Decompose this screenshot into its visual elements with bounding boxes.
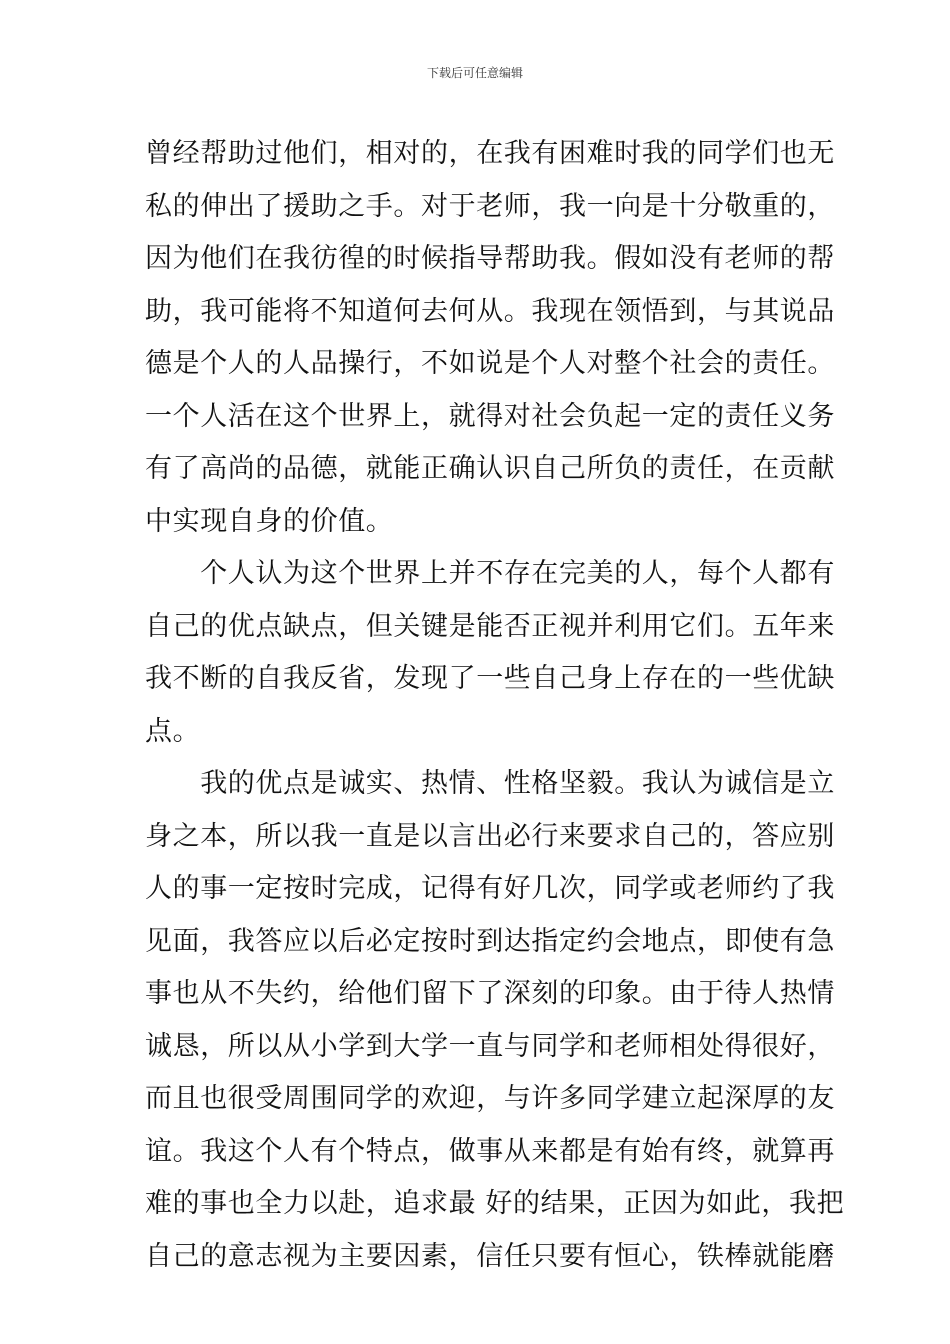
text-line: 点。 [145, 715, 201, 747]
text-line: 我的优点是诚实、热情、性格坚毅。我认为诚信是立 [145, 768, 835, 799]
text-line: 谊。我这个人有个特点，做事从来都是有始有终，就算再 [145, 1135, 835, 1167]
text-line: 德是个人的人品操行，不如说是个人对整个社会的责任。 [145, 348, 835, 379]
text-line: 难的事也全力以赴，追求最 好的结果，正因为如此，我把 [145, 1188, 845, 1219]
text-line: 因为他们在我彷徨的时候指导帮助我。假如没有老师的帮 [145, 243, 835, 274]
text-line: 诚恳，所以从小学到大学一直与同学和老师相处得很好， [145, 1030, 835, 1062]
page-header: 下载后可任意编辑 [426, 66, 523, 80]
text-line: 私的伸出了援助之手。对于老师，我一向是十分敬重的， [145, 190, 835, 222]
document-body [145, 128, 845, 1283]
text-line: 中实现自身的价值。 [145, 505, 394, 537]
text-line: 曾经帮助过他们，相对的，在我有困难时我的同学们也无 [145, 138, 835, 169]
text-line: 见面，我答应以后必定按时到达指定约会地点，即使有急 [145, 925, 835, 957]
text-line: 我不断的自我反省，发现了一些自己身上存在的一些优缺 [145, 663, 835, 694]
text-line: 有了高尚的品德，就能正确认识自己所负的责任，在贡献 [145, 453, 835, 484]
text-line: 一个人活在这个世界上，就得对社会负起一定的责任义务 [145, 400, 835, 432]
text-line: 自己的意志视为主要因素，信任只要有恒心，铁棒就能磨 [145, 1240, 835, 1272]
text-line: 自己的优点缺点，但关键是能否正视并利用它们。五年来 [145, 610, 835, 642]
text-line: 事也从不失约，给他们留下了深刻的印象。由于待人热情 [145, 978, 835, 1009]
text-line: 人的事一定按时完成，记得有好几次，同学或老师约了我 [145, 873, 835, 904]
text-line: 身之本，所以我一直是以言出必行来要求自己的，答应别 [145, 820, 835, 852]
text-line: 而且也很受周围同学的欢迎，与许多同学建立起深厚的友 [145, 1083, 835, 1114]
text-line: 助，我可能将不知道何去何从。我现在领悟到，与其说品 [145, 295, 835, 327]
text-line: 个人认为这个世界上并不存在完美的人，每个人都有 [145, 558, 835, 589]
